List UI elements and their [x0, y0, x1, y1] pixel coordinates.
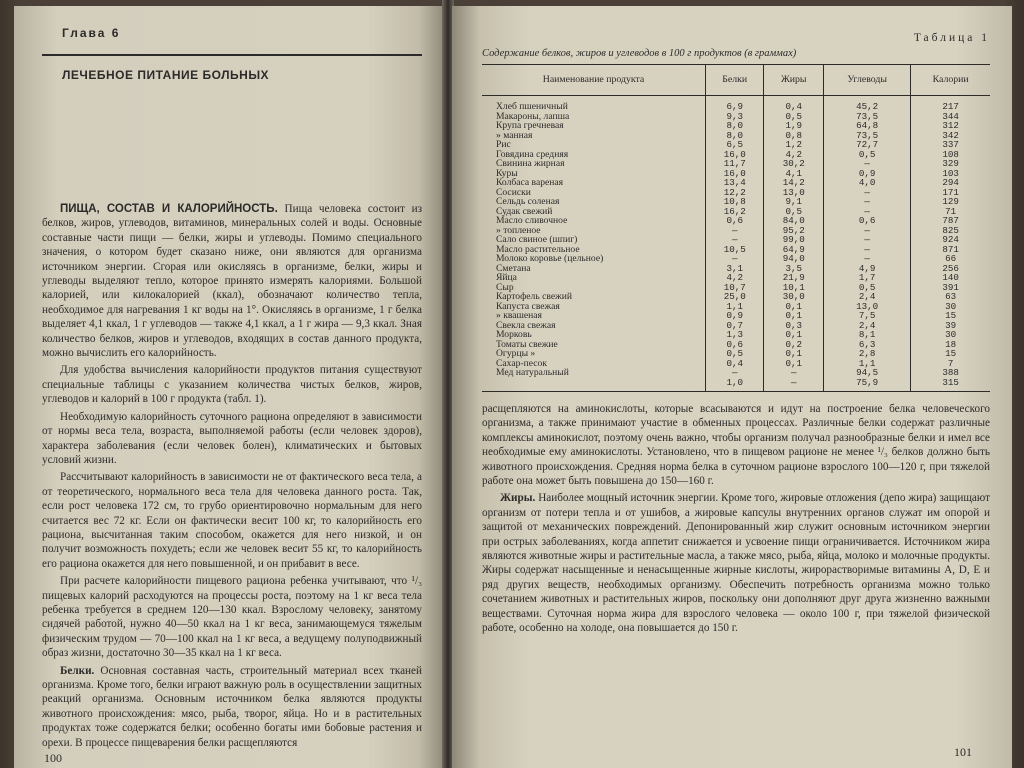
value-cell: 75,9 — [824, 378, 911, 392]
value-cell: 4,2 — [764, 150, 824, 160]
value-cell: 73,5 — [824, 131, 911, 141]
product-name-cell: Колбаса вареная — [496, 177, 564, 188]
value-cell: — — [706, 226, 764, 236]
value-cell: 0,1 — [764, 330, 824, 340]
value-cell: 787 — [911, 216, 990, 226]
product-name-cell — [482, 378, 706, 392]
value-cell: 0,5 — [824, 150, 911, 160]
product-name-cell: » квашеная — [496, 310, 542, 321]
value-cell: 16,0 — [706, 169, 764, 179]
value-cell: 344 — [911, 112, 990, 122]
value-cell: 73,5 — [824, 112, 911, 122]
zhiry-heading: Жиры. — [500, 492, 536, 505]
paragraph: Рассчитывают калорийность в зависимости не от фактического веса тела, а от теоретического, нормального веса тела для человека данного роста. Так, если рост человека 172 см, то грубо ориентировочно нормальным для него считается вес 72 кг. Если он фактически весит 100 кг, то калорийность его рациона, высчитанная таким способом, окажется для него низкой, и он получит возможность похудеть; если же человек весит 55 кг, то калорийность его рациона окажется для него повышенной, и он прибавит в весе. — [42, 471, 422, 570]
value-cell: 25,0 — [706, 292, 764, 302]
product-name-cell: Рис — [496, 139, 511, 150]
value-cell: 30,0 — [764, 292, 824, 302]
value-cell: 39 — [911, 321, 990, 331]
value-cell: 0,1 — [764, 311, 824, 321]
left-page — [14, 6, 444, 768]
product-name-cell: Макароны, лапша — [496, 110, 570, 122]
value-cell: 4,0 — [824, 178, 911, 188]
value-cell: 342 — [911, 131, 990, 141]
product-name-cell: Яйца — [496, 272, 517, 283]
value-cell: 8,1 — [824, 330, 911, 340]
value-cell: 11,7 — [706, 159, 764, 169]
blank-space — [42, 82, 422, 202]
value-cell: 14,2 — [764, 178, 824, 188]
value-cell: 7 — [911, 359, 990, 369]
value-cell: 4,2 — [706, 273, 764, 283]
value-cell: 1,2 — [764, 140, 824, 150]
value-cell: 71 — [911, 207, 990, 217]
value-cell: 1,7 — [824, 273, 911, 283]
value-cell: 0,2 — [764, 340, 824, 350]
value-cell: — — [824, 235, 911, 245]
value-cell: 0,5 — [824, 283, 911, 293]
value-cell: 1,3 — [706, 330, 764, 340]
value-cell: 0,5 — [706, 349, 764, 359]
value-cell: 2,4 — [824, 292, 911, 302]
value-cell: 140 — [911, 273, 990, 283]
product-name-cell: Масло растительное — [496, 243, 580, 255]
value-cell: 0,1 — [764, 302, 824, 312]
value-cell: 10,8 — [706, 197, 764, 207]
column-header: Наименование продукта — [482, 65, 706, 96]
left-body-text — [42, 202, 422, 750]
product-name-cell: » топленое — [496, 224, 541, 236]
value-cell: 64,8 — [824, 121, 911, 131]
product-name-cell: Молоко коровье (цельное) — [496, 253, 604, 264]
value-cell: 108 — [911, 150, 990, 160]
value-cell: — — [824, 188, 911, 198]
value-cell: 0,4 — [706, 359, 764, 369]
product-name-cell: Свекла свежая — [496, 319, 556, 331]
value-cell: 388 — [911, 368, 990, 378]
paragraph: Необходимую калорийность суточного рациона определяют в зависимости от нормы веса тела, возраста, выполняемой работы (если человек здоров), характера заболевания (если человек болен), климатических и бытовых условий жизни. — [42, 410, 422, 466]
value-cell: 18 — [911, 340, 990, 350]
value-cell: 825 — [911, 226, 990, 236]
value-cell: 0,5 — [764, 207, 824, 217]
column-header: Калории — [911, 65, 990, 96]
value-cell: — — [706, 368, 764, 378]
value-cell: — — [824, 159, 911, 169]
value-cell: 30 — [911, 302, 990, 312]
table-row — [482, 378, 990, 392]
value-cell: 103 — [911, 169, 990, 179]
product-name-cell: Капуста свежая — [496, 300, 560, 312]
product-name-cell: Сахар-песок — [496, 357, 547, 369]
value-cell: 0,4 — [764, 96, 824, 112]
value-cell: 64,9 — [764, 245, 824, 255]
right-page — [452, 6, 1012, 768]
value-cell: 0,6 — [706, 340, 764, 350]
column-header: Углеводы — [824, 65, 911, 96]
paragraph — [42, 664, 422, 750]
value-cell: 171 — [911, 188, 990, 198]
product-name-cell: Сосиски — [496, 186, 531, 198]
value-cell: 15 — [911, 311, 990, 321]
paragraph-text: Пища человека состоит из белков, жиров, углеводов, витаминов, минеральных солей и воды. Основные составные части пищи — белки, жиры и углеводы. Помимо специального значения, о котором будет сказано ниже, они являются для организма источником энергии. Сгорая или окисляясь в организме, белки, жиры и углеводы выделяют тепло, которое принято измерять калориями. Большой калорией, или килокалорией (ккал), обозначают количество тепла, необходимое для нагревания 1 кг воды на 1°. Окисляясь в организме, 1 г белка выделяет 4,1 ккал, 1 г углеводов — также 4,1 ккал, а 1 г жира — 9,3 ккал. Зная количество белков, жиров и углеводов, входящих в состав данного продукта, можно вычислить его калорийность. — [42, 203, 422, 360]
value-cell: 30,2 — [764, 159, 824, 169]
paragraph-text: Основная составная часть, строительный материал всех тканей организма. Кроме того, белки играют важную роль в осуществлении защитных реакций организма. Основным источником белка являются продукты животного происхождения: мясо, рыба, творог, яйца. Но и в растительных продуктах тоже содержатся белки; особенно богаты ими бобовые растения и орехи. В процессе пищеварения белки расщепляются — [42, 664, 423, 749]
value-cell: 9,3 — [706, 112, 764, 122]
value-cell: 217 — [911, 96, 990, 112]
paragraph: Для удобства вычисления калорийности продуктов питания существуют специальные таблицы с указанием количества чистых белков, жиров, углеводов и калорий в 100 г продукта (табл. 1). — [42, 364, 422, 406]
running-head: Глава 6 — [62, 26, 121, 40]
value-cell: 0,1 — [764, 359, 824, 369]
value-cell: 6,3 — [824, 340, 911, 350]
value-cell: 0,9 — [824, 169, 911, 179]
value-cell: 3,1 — [706, 264, 764, 274]
value-cell: — — [824, 226, 911, 236]
table-row — [482, 96, 990, 112]
paragraph: расщепляются на аминокислоты, которые всасываются и идут на построение белка человеческого организма, а также принимают участие в обменных процессах. Различные белки содержат различные комплексы аминокислот, поэтому очень важно, чтобы организм получал разнообразные белки и имел все необходимые ему аминокислоты. Установлено, что в пищевом рационе не менее ¹/₃ белков должно быть животного происхождения. Средняя норма белка в суточном рационе взрослого 100—120 г, при тяжелой работе она может быть повышена до 150—160 г. — [482, 403, 990, 488]
value-cell: — — [824, 254, 911, 264]
value-cell: 7,5 — [824, 311, 911, 321]
value-cell: 13,0 — [824, 302, 911, 312]
value-cell: 129 — [911, 197, 990, 207]
paragraph: При расчете калорийности пищевого рациона ребенка учитывают, что ¹/₃ пищевых калорий расходуются на процессы роста, поэтому на 1 кг веса тела ребенка требуется в среднем 120—130 ккал. Взрослому человеку, занятому сидячей работой, нужно 40—50 ккал на 1 кг веса, занимающемуся тяжелым физическим трудом — 70—100 ккал на 1 кг веса, а ведущему полуподвижный образ жизни, достаточно 30—35 ккал на 1 кг веса. — [42, 575, 422, 660]
value-cell: 12,2 — [706, 188, 764, 198]
product-name-cell: Свинина жирная — [496, 158, 565, 169]
product-name-cell: Мед натуральный — [496, 367, 569, 378]
value-cell: 0,3 — [764, 321, 824, 331]
product-name-cell: Сыр — [496, 281, 514, 293]
value-cell: 94,0 — [764, 254, 824, 264]
paragraph — [482, 491, 990, 635]
table-body — [482, 96, 990, 392]
section-title: ЛЕЧЕБНОЕ ПИТАНИЕ БОЛЬНЫХ — [62, 68, 270, 82]
product-name-cell: Сельдь соленая — [496, 196, 560, 207]
product-name-cell: Судак свежий — [496, 205, 553, 217]
value-cell: 3,5 — [764, 264, 824, 274]
value-cell: 13,4 — [706, 178, 764, 188]
value-cell: 924 — [911, 235, 990, 245]
column-header: Жиры — [764, 65, 824, 96]
product-name-cell: Картофель свежий — [496, 291, 572, 302]
value-cell: — — [706, 235, 764, 245]
value-cell: 45,2 — [824, 96, 911, 112]
product-name-cell: Хлеб пшеничный — [496, 101, 568, 112]
value-cell: 6,5 — [706, 140, 764, 150]
value-cell: 4,9 — [824, 264, 911, 274]
value-cell: 99,0 — [764, 235, 824, 245]
value-cell: — — [824, 245, 911, 255]
value-cell: 0,6 — [824, 216, 911, 226]
value-cell: 30 — [911, 330, 990, 340]
value-cell: 2,4 — [824, 321, 911, 331]
value-cell: 0,8 — [764, 131, 824, 141]
value-cell: 315 — [911, 378, 990, 392]
value-cell: 0,1 — [764, 349, 824, 359]
value-cell: 1,1 — [706, 302, 764, 312]
value-cell: 16,2 — [706, 207, 764, 217]
value-cell: 9,1 — [764, 197, 824, 207]
value-cell: 294 — [911, 178, 990, 188]
product-name-cell: Морковь — [496, 329, 532, 340]
table-header-row — [482, 65, 990, 96]
value-cell: 256 — [911, 264, 990, 274]
value-cell: 0,6 — [706, 216, 764, 226]
value-cell: 94,5 — [824, 368, 911, 378]
value-cell: 8,0 — [706, 131, 764, 141]
product-name-cell: Говядина средняя — [496, 148, 569, 160]
value-cell: — — [824, 207, 911, 217]
value-cell: 0,7 — [706, 321, 764, 331]
value-cell: 95,2 — [764, 226, 824, 236]
nutrition-table — [482, 64, 990, 392]
product-name-cell: » манная — [496, 129, 533, 141]
right-body-text — [482, 402, 990, 636]
table-label: Таблица 1 — [913, 32, 990, 44]
value-cell: 84,0 — [764, 216, 824, 226]
value-cell: — — [764, 368, 824, 378]
value-cell: — — [764, 378, 824, 392]
product-name-cell: Томаты свежие — [496, 338, 558, 350]
product-name-cell: Сало свиное (шпиг) — [496, 234, 578, 245]
page-number-left: 100 — [44, 751, 62, 765]
column-header: Белки — [706, 65, 764, 96]
value-cell: 21,9 — [764, 273, 824, 283]
value-cell: 871 — [911, 245, 990, 255]
value-cell: 16,0 — [706, 150, 764, 160]
value-cell: 63 — [911, 292, 990, 302]
product-name-cell: Огурцы » — [496, 348, 536, 359]
lead-heading: ПИЩА, СОСТАВ И КАЛОРИЙНОСТЬ. — [60, 203, 278, 215]
value-cell: 13,0 — [764, 188, 824, 198]
value-cell: 10,7 — [706, 283, 764, 293]
value-cell: 72,7 — [824, 140, 911, 150]
value-cell: 329 — [911, 159, 990, 169]
product-name-cell: Куры — [496, 167, 518, 179]
value-cell: 15 — [911, 349, 990, 359]
value-cell: 1,0 — [706, 378, 764, 392]
value-cell: 66 — [911, 254, 990, 264]
value-cell: — — [706, 254, 764, 264]
value-cell: 6,9 — [706, 96, 764, 112]
paragraph — [42, 202, 422, 360]
product-name-cell: Сметана — [496, 262, 531, 274]
value-cell: 4,1 — [764, 169, 824, 179]
value-cell: 1,9 — [764, 121, 824, 131]
value-cell: 337 — [911, 140, 990, 150]
value-cell: 2,8 — [824, 349, 911, 359]
value-cell: — — [824, 197, 911, 207]
value-cell: 312 — [911, 121, 990, 131]
value-cell: 10,1 — [764, 283, 824, 293]
value-cell: 10,5 — [706, 245, 764, 255]
value-cell: 391 — [911, 283, 990, 293]
value-cell: 1,1 — [824, 359, 911, 369]
belki-heading: Белки. — [60, 664, 95, 677]
paragraph-text: Наиболее мощный источник энергии. Кроме того, жировые отложения (депо жира) защищают организм от потери тепла и от ушибов, а жировые капсулы внутренних органов служат им опорой и защитой от механических повреждений. Депонированный жир служит основным источником энергии при острых заболеваниях, когда аппетит снижается и усвоение пищи ограничивается. Источником жира являются животные жиры и растительные масла, а также мясо, рыба, яйца, молоко и молочные продукты. Жиры содержат насыщенные и ненасыщенные жирные кислоты, жирорастворимые витамины A, D, E и ряд других веществ, необходимых организму. Обеспечить потребность организма можно только сочетанием животных и растительных жиров, поскольку они дополняют друг друга жизненно важными веществами. Суточная норма жира для взрослого человека — около 100 г, при тяжелой физической работе, особенно на холоде, она повышается до 150 г. — [482, 492, 990, 635]
value-cell: 8,0 — [706, 121, 764, 131]
value-cell: 0,9 — [706, 311, 764, 321]
header-rule — [42, 54, 422, 56]
product-name-cell: Крупа гречневая — [496, 120, 564, 131]
product-name-cell: Масло сливочное — [496, 215, 568, 226]
table-caption: Содержание белков, жиров и углеводов в 100 г продуктов (в граммах) — [482, 48, 797, 59]
value-cell: 0,5 — [764, 112, 824, 122]
page-number-right: 101 — [954, 745, 972, 759]
